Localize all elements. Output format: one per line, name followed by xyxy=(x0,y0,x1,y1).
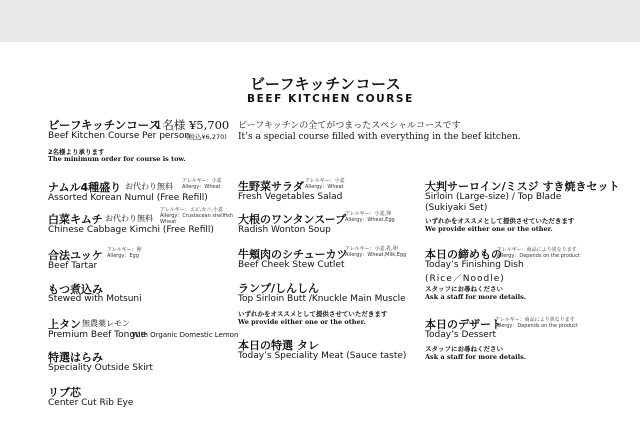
col2-item2-jp: 大根のワンタンスープ xyxy=(238,213,347,226)
col3-item1-note-en: We provide either one or the other. xyxy=(425,225,553,233)
col2-item4-en: Top Sirloin Butt /Knuckle Main Muscle xyxy=(238,294,406,304)
col3-item3-en: Today’s Dessert xyxy=(425,330,497,340)
col1-item5-jp: 上タン xyxy=(48,318,81,331)
col1-item1-jp: ナムル4種盛り xyxy=(48,181,122,194)
course-price-jp: 1名様 ¥5,700 xyxy=(155,118,230,132)
col3-item2-jp: 本日の締めもの xyxy=(425,248,502,261)
col3-item2-note-jp: スタッフにお尋ねください xyxy=(425,285,503,293)
course-tax-note: (税込¥6,270) xyxy=(186,133,227,141)
col2-item3-jp: 牛頬肉のシチューカツ xyxy=(238,248,348,261)
col1-item2-en: Chinese Cabbage Kimchi (Free Refill) xyxy=(48,225,214,235)
col2-item4-note-jp: いずれかをオススメとして提供させていただきます xyxy=(238,310,388,318)
col2-item4-note-en: We provide either one or the other. xyxy=(238,318,366,326)
col1-item6-en: Speciality Outside Skirt xyxy=(48,363,153,373)
course-min-en: The minimum order for course is tow. xyxy=(48,155,186,163)
title-jp: ビーフキッチンコース xyxy=(250,75,402,93)
col3-item1-en1: Sirloin (Large-size) / Top Blade xyxy=(425,192,562,202)
col1-item4-jp: もつ煮込み xyxy=(48,283,103,296)
col1-item3-jp: 合法ユッケ xyxy=(48,249,103,262)
course-desc-jp: ビーフキッチンの全てがつまったスペシャルコースです xyxy=(238,121,461,131)
col1-item3-allergy: アレルギー：卵 Allergy：Egg xyxy=(107,247,142,259)
col1-item2-allergy: アレルギー：エビ,カニ,小麦 Allergy：Crustacean shellfish Wheat xyxy=(160,207,233,225)
col2-item1-allergy: アレルギー：小麦 Allergy：Wheat xyxy=(305,178,345,190)
col2-item2-en: Radish Wonton Soup xyxy=(238,225,331,235)
col3-item1-en2: (Sukiyaki Set) xyxy=(425,203,488,213)
course-desc-en: It’s a special course filled with everything in the beef kitchen. xyxy=(238,132,521,142)
col2-item2-allergy: アレルギー：小麦,卵 Allergy：Wheat,Egg xyxy=(345,211,395,223)
col1-item1-sub: お代わり無料 xyxy=(125,182,173,191)
col1-item3-en: Beef Tartar xyxy=(48,261,98,271)
col2-item1-jp: 生野菜サラダ xyxy=(238,180,304,193)
col1-item2-jp: 白菜キムチ xyxy=(48,213,103,226)
col1-item7-jp: リブ芯 xyxy=(48,386,81,399)
col3-item2-allergy: アレルギー：商品により異なります Allergy：Depends on the product xyxy=(497,247,580,259)
title-en: BEEF KITCHEN COURSE xyxy=(247,93,414,105)
col1-item7-en: Center Cut Rib Eye xyxy=(48,398,134,408)
course-name-jp: ビーフキッチンコース xyxy=(48,118,161,132)
col3-item2-note-en: Ask a staff for more details. xyxy=(425,293,527,301)
col1-item2-sub: お代わり無料 xyxy=(105,214,153,223)
col2-item5-en: Today’s Speciality Meat (Sauce taste) xyxy=(238,351,407,361)
col3-item2-en1: Today’s Finishing Dish xyxy=(425,260,524,270)
col3-item2-en2: (Rice／Noodle) xyxy=(425,274,505,284)
col1-item6-jp: 特選はらみ xyxy=(48,351,103,364)
col2-item1-en: Fresh Vegetables Salad xyxy=(238,192,343,202)
col2-item5-jp: 本日の特選 タレ xyxy=(238,339,319,352)
col1-item4-en: Stewed with Motsuni xyxy=(48,294,142,304)
col3-item1-note-jp: いずれかをオススメとして提供させていただきます xyxy=(425,217,575,225)
col1-item5-sub: 無農薬レモン xyxy=(82,319,130,328)
course-name-en: Beef Kitchen Course xyxy=(48,131,140,141)
col3-item1-jp: 大判サーロイン/ミスジ すき焼きセット xyxy=(425,180,620,193)
col3-item3-jp: 本日のデザート xyxy=(425,318,502,331)
course-min-jp: 2名様より承ります xyxy=(48,148,105,156)
col1-item1-allergy: アレルギー：小麦 Allergy：Wheat xyxy=(182,178,222,190)
col2-item3-allergy: アレルギー：小麦,乳,卵 Allergy：Wheat,Milk,Egg xyxy=(345,246,407,258)
col3-item3-note-en: Ask a staff for more details. xyxy=(425,353,527,361)
col3-item3-allergy: アレルギー：商品により異なります Allergy：Depends on the product xyxy=(495,317,578,329)
col2-item3-en: Beef Cheek Stew Cutlet xyxy=(238,260,345,270)
col1-item5-en2: With Organic Domestic Lemon xyxy=(132,331,239,339)
col3-item3-note-jp: スタッフにお尋ねください xyxy=(425,345,503,353)
course-price-en: Per person xyxy=(142,131,191,141)
col1-item5-en: Premium Beef Tongue xyxy=(48,330,147,340)
col1-item1-en: Assorted Korean Numul (Free Refill) xyxy=(48,193,208,203)
col2-item4-jp: ランプ/しんしん xyxy=(238,282,320,295)
